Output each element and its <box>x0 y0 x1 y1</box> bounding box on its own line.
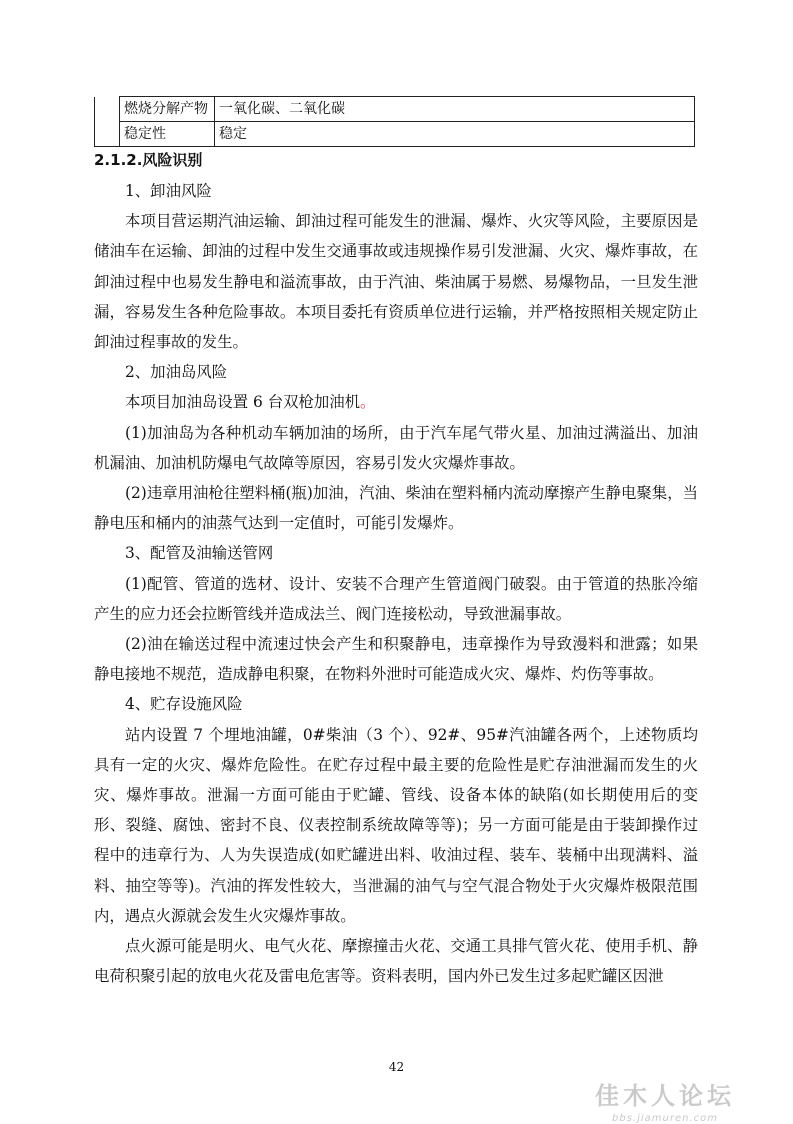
page-number: 42 <box>388 1060 405 1074</box>
subsection-title: 4、贮存设施风险 <box>125 695 243 714</box>
watermark-main: 佳木人论坛 <box>595 1082 735 1110</box>
red-mark: 。 <box>360 393 376 412</box>
paragraph: 本项目营运期汽油运输、卸油过程可能发生的泄漏、爆炸、火灾等风险，主要原因是储油车在运输、卸油的过程中发生交通事故或违规操作易引发泄漏、火灾、爆炸事故，在卸油过程中也易发生静电和溢流事故，由于汽油、柴油属于易燃、易爆物品，一旦发生泄漏，容易发生各种危险事故。本项目委托有资质单位进行运输，并严格按照相关规定防止卸油过程事故的发生。 <box>94 212 698 352</box>
paragraph: (2)违章用油枪往塑料桶(瓶)加油，汽油、柴油在塑料桶内流动摩擦产生静电聚集，当静电压和桶内的油蒸气达到一定值时，可能引发爆炸。 <box>94 484 698 533</box>
table-cell-label: 稳定性 <box>120 122 215 147</box>
paragraph: 站内设置 7 个埋地油罐，0#柴油（3 个）、92#、95#汽油罐各两个，上述物质均具有一定的火灾、爆炸危险性。在贮存过程中最主要的危险性是贮存油泄漏而发生的火灾、爆炸事故。泄漏一方面可能由于贮罐、管线、设备本体的缺陷(如长期使用后的变形、裂缝、腐蚀、密封不良、仪表控制系统故障等等)；另一方面可能是由于装卸操作过程中的违章行为、人为失误造成(如贮罐进出料、收油过程、装车、装桶中出现满料、溢料、抽空等等)。汽油的挥发性较大，当泄漏的油气与空气混合物处于火灾爆炸极限范围内，遇点火源就会发生火灾爆炸事故。 <box>94 725 698 925</box>
property-table <box>94 96 695 147</box>
table-cell-value: 一氧化碳、二氧化碳 <box>215 97 695 122</box>
table-blank-cell <box>95 97 120 147</box>
paragraph <box>94 387 698 417</box>
table-cell-label: 燃烧分解产物 <box>120 97 215 122</box>
subsection-title: 2、加油岛风险 <box>125 363 228 382</box>
table-row <box>95 122 695 147</box>
paragraph: (2)油在输送过程中流速过快会产生和积聚静电，违章操作为导致漫料和泄露；如果静电接地不规范，造成静电积聚，在物料外泄时可能造成火灾、爆炸、灼伤等事故。 <box>94 635 698 684</box>
watermark <box>590 1083 740 1124</box>
paragraph: 点火源可能是明火、电气火花、摩擦撞击火花、交通工具排气管火花、使用手机、静电荷积聚引起的放电火花及雷电危害等。资料表明，国内外已发生过多起贮罐区因泄 <box>94 937 698 986</box>
paragraph: (1)加油岛为各种机动车辆加油的场所，由于汽车尾气带火星、加油过满溢出、加油机漏油、加油机防爆电气故障等原因，容易引发火灾爆炸事故。 <box>94 423 698 472</box>
paragraph-text: 本项目加油岛设置 6 台双枪加油机 <box>125 393 361 412</box>
subsection-title: 1、卸油风险 <box>125 182 212 200</box>
document-body <box>94 176 698 991</box>
table-cell-value: 稳定 <box>215 122 695 147</box>
table-row <box>95 97 695 122</box>
section-heading: 2.1.2.风险识别 <box>94 151 203 169</box>
watermark-url: bbs.jiamuren.com <box>612 1113 718 1124</box>
subsection-title: 3、配管及油输送管网 <box>125 544 274 563</box>
paragraph: (1)配管、管道的选材、设计、安装不合理产生管道阀门破裂。由于管道的热胀冷缩产生的应力还会拉断管线并造成法兰、阀门连接松动，导致泄漏事故。 <box>94 574 698 623</box>
